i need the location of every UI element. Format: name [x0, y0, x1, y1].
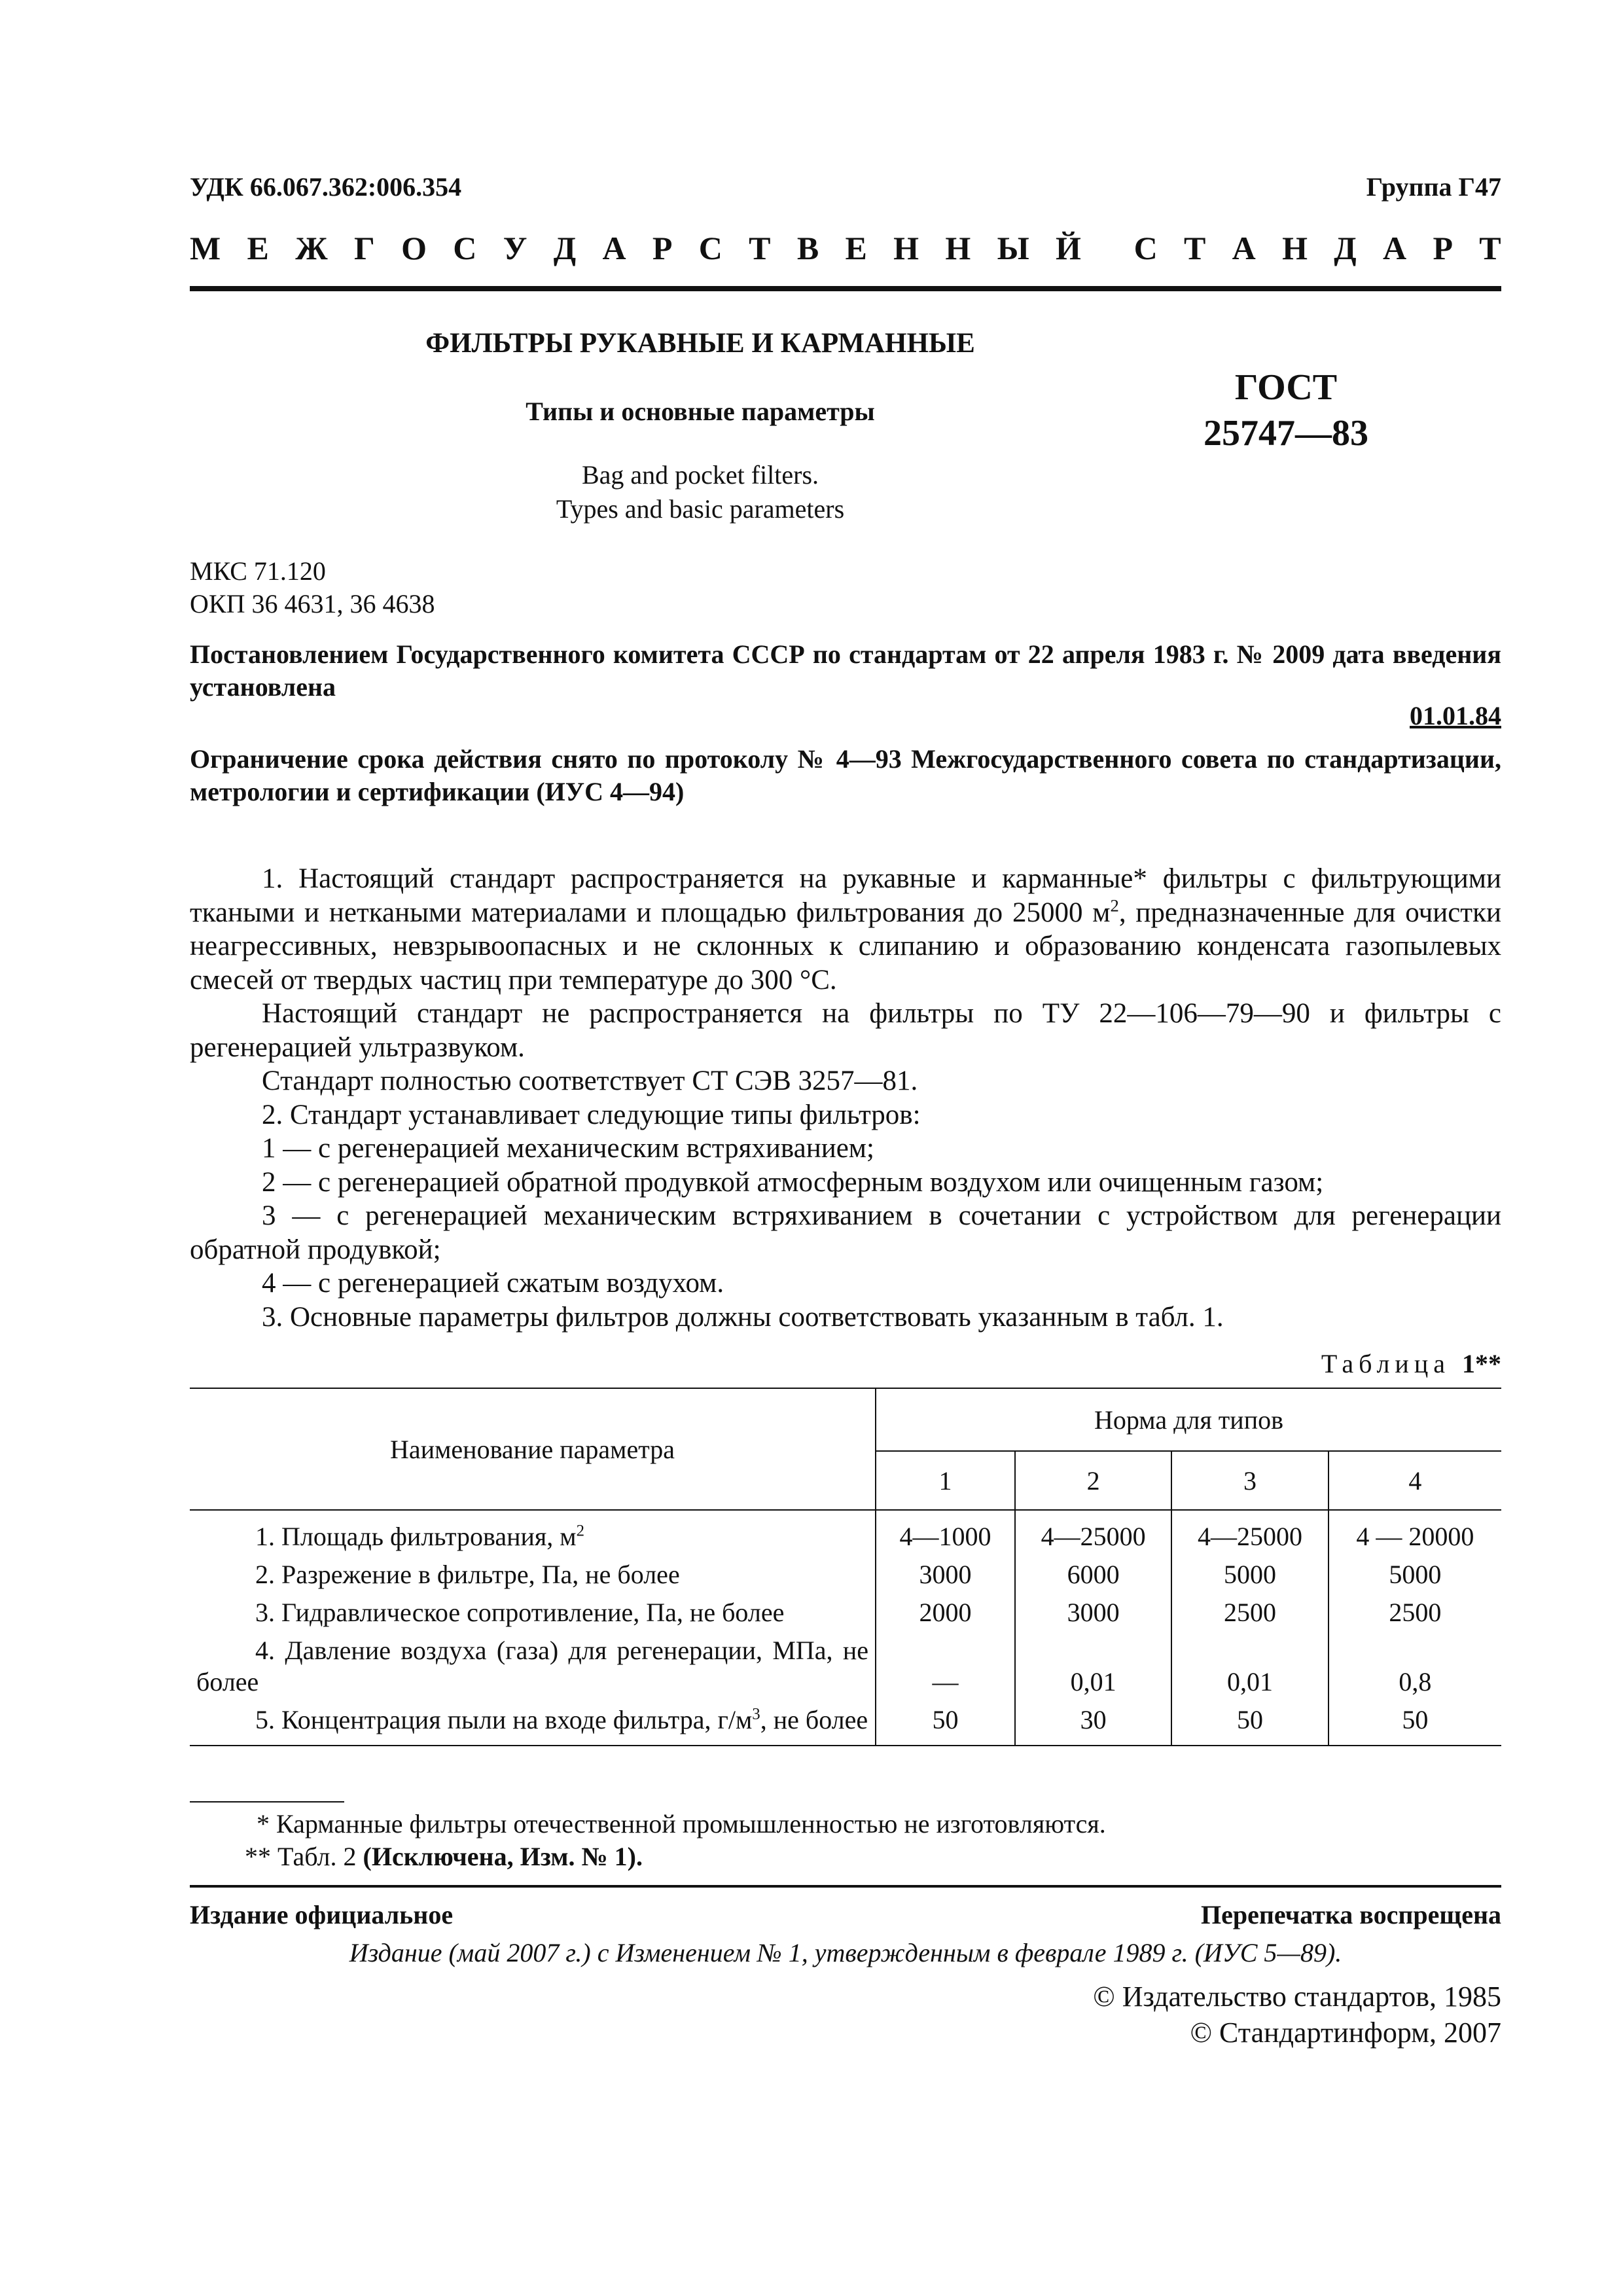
- group-code: Группа Г47: [1366, 172, 1501, 202]
- heading-letter: А: [1232, 230, 1256, 266]
- heading-letter: Ы: [997, 230, 1029, 266]
- header-rule: [190, 286, 1501, 291]
- heading-letter: Н: [893, 230, 919, 266]
- paragraph: Стандарт полностью соответствует СТ СЭВ 3257—81.: [262, 1066, 918, 1096]
- validity-limitation: Ограничение срока действия снято по протоколу № 4—93 Межгосударственного совета по стандартизации, метрологии и сертификации (ИУС 4—94): [190, 744, 1501, 806]
- paragraph: 3. Основные параметры фильтров должны соответствовать указанным в табл. 1.: [262, 1301, 1224, 1333]
- column-header-norm: Норма для типов: [876, 1388, 1501, 1451]
- heading-letter: М: [190, 230, 221, 266]
- column-header-type: 1: [876, 1451, 1015, 1510]
- list-item: 1 — с регенерацией механическим встряхиванием;: [262, 1133, 874, 1164]
- list-item: 2 — с регенерацией обратной продувкой атмосферным воздухом или очищенным газом;: [262, 1166, 1324, 1198]
- table-cell: 30: [1015, 1699, 1171, 1746]
- paragraph: 1. Настоящий стандарт распространяется на рукавные и карманные* фильтры с фильтрующими ткаными и неткаными материалами и площадью фильтрования до 25000 $м^2$, предназначенные для очистки неагрессивных, невзрывоопасных и не склонных к слипанию и образованию конденсата газопылевых смесей от твердых частиц при температуре до 300 °С.: [190, 863, 1501, 996]
- footnote: ** Табл. 2 (Исключена, Изм. № 1).: [245, 1842, 643, 1871]
- heading-letter: А: [602, 230, 626, 266]
- heading-letter: Е: [247, 230, 269, 266]
- heading-letter: Е: [845, 230, 867, 266]
- footer-rule: [190, 1885, 1501, 1888]
- parameter-name: 3. Гидравлическое сопротивление, Па, не более: [255, 1598, 785, 1627]
- table-cell: 0,01: [1015, 1630, 1171, 1699]
- heading-letter: Г: [353, 230, 375, 266]
- table-row: [190, 1554, 1501, 1592]
- paragraph: Настоящий стандарт не распространяется на фильтры по ТУ 22—106—79—90 и фильтры с регенерацией ультразвуком.: [190, 998, 1501, 1063]
- heading-letter: Н: [945, 230, 971, 266]
- heading-letter: О: [401, 230, 427, 266]
- column-header-type: 2: [1015, 1451, 1171, 1510]
- english-title: [190, 458, 1211, 526]
- copyright-line: © Стандартинформ, 2007: [1190, 2017, 1501, 2049]
- document-subtitle: Типы и основные параметры: [526, 397, 875, 426]
- table-cell: 4—25000: [1015, 1510, 1171, 1554]
- heading-letter: Р: [652, 230, 673, 266]
- heading-letter: Д: [1334, 230, 1357, 266]
- heading-letter: Р: [1433, 230, 1453, 266]
- gost-label: ГОСТ: [1234, 367, 1338, 408]
- table-cell: 3000: [876, 1554, 1015, 1592]
- adoption-decree: Постановлением Государственного комитета СССР по стандартам от 22 апреля 1983 г. № 2009 дата введения установлена: [190, 639, 1501, 702]
- column-header-parameter: Наименование параметра: [190, 1388, 876, 1510]
- table-row: [190, 1592, 1501, 1630]
- copyright-line: © Издательство стандартов, 1985: [1093, 1981, 1501, 2013]
- table-cell: 3000: [1015, 1592, 1171, 1630]
- gost-number: [1178, 365, 1394, 456]
- heading-letter: Н: [1282, 230, 1308, 266]
- heading-letter: С: [453, 230, 477, 266]
- table-cell: 0,8: [1329, 1630, 1501, 1699]
- classification-codes: [190, 555, 435, 620]
- heading-letter: С: [1133, 230, 1158, 266]
- footnote-rule: [190, 1801, 344, 1803]
- table-cell: 50: [1171, 1699, 1328, 1746]
- table-cell: 4 — 20000: [1329, 1510, 1501, 1554]
- interstate-standard-heading: [190, 229, 1501, 267]
- table-cell: 50: [1329, 1699, 1501, 1746]
- heading-letter: Ж: [295, 230, 328, 266]
- okp-code: ОКП 36 4631, 36 4638: [190, 589, 435, 619]
- heading-letter: Т: [749, 230, 771, 266]
- heading-letter: Д: [553, 230, 577, 266]
- gost-code: 25747—83: [1204, 413, 1368, 454]
- table-row: [190, 1630, 1501, 1699]
- paragraph: 2. Стандарт устанавливает следующие типы фильтров:: [262, 1099, 921, 1130]
- english-title-line: Bag and pocket filters.: [581, 460, 819, 490]
- table-cell: 5000: [1171, 1554, 1328, 1592]
- parameter-name: 4. Давление воздуха (газа) для регенерации, МПа, не более: [196, 1636, 869, 1696]
- reprint-notice: Перепечатка воспрещена: [1201, 1900, 1501, 1929]
- official-edition: Издание официальное: [190, 1900, 454, 1929]
- table-cell: 6000: [1015, 1554, 1171, 1592]
- heading-letter: Й: [1056, 230, 1081, 266]
- table-row: [190, 1510, 1501, 1554]
- edition-note: Издание (май 2007 г.) с Изменением № 1, утвержденным в феврале 1989 г. (ИУС 5—89).: [349, 1938, 1342, 1967]
- table-cell: 4—25000: [1171, 1510, 1328, 1554]
- footnote: * Карманные фильтры отечественной промышленностью не изготовляются.: [257, 1809, 1106, 1839]
- english-title-line: Types and basic parameters: [556, 494, 845, 524]
- parameter-name: 1. Площадь фильтрования, $м^2$: [255, 1522, 585, 1551]
- standard-body: [190, 862, 1501, 1334]
- table-cell: 2000: [876, 1592, 1015, 1630]
- table-cell: 50: [876, 1699, 1015, 1746]
- mks-code: МКС 71.120: [190, 556, 326, 586]
- table-cell: 2500: [1171, 1592, 1328, 1630]
- introduction-date: 01.01.84: [1410, 701, 1501, 730]
- table-row: [190, 1699, 1501, 1746]
- footnotes: [190, 1808, 1501, 1873]
- heading-letter: Т: [1183, 230, 1206, 266]
- document-title: ФИЛЬТРЫ РУКАВНЫЕ И КАРМАННЫЕ: [425, 328, 975, 359]
- udk-code: УДК 66.067.362:006.354: [190, 172, 462, 202]
- table-cell: 4—1000: [876, 1510, 1015, 1554]
- table-cell: —: [876, 1630, 1015, 1699]
- table-cell: 5000: [1329, 1554, 1501, 1592]
- heading-letter: Т: [1479, 230, 1501, 266]
- column-header-type: 3: [1171, 1451, 1328, 1510]
- heading-letter: В: [796, 230, 819, 266]
- list-item: 3 — с регенерацией механическим встряхиванием в сочетании с устройством для регенерации обратной продувкой;: [190, 1200, 1501, 1265]
- table-cell: 0,01: [1171, 1630, 1328, 1699]
- heading-letter: А: [1383, 230, 1407, 266]
- parameter-name: 2. Разрежение в фильтре, Па, не более: [255, 1560, 680, 1589]
- parameter-name: 5. Концентрация пыли на входе фильтра, $г/м^3$, не более: [190, 1699, 876, 1746]
- list-item: 4 — с регенерацией сжатым воздухом.: [262, 1268, 724, 1299]
- table-cell: 2500: [1329, 1592, 1501, 1630]
- table-label: Таблица 1**: [1321, 1349, 1501, 1378]
- column-header-type: 4: [1329, 1451, 1501, 1510]
- heading-letter: У: [503, 230, 527, 266]
- heading-letter: С: [698, 230, 722, 266]
- parameters-table: [190, 1388, 1501, 1746]
